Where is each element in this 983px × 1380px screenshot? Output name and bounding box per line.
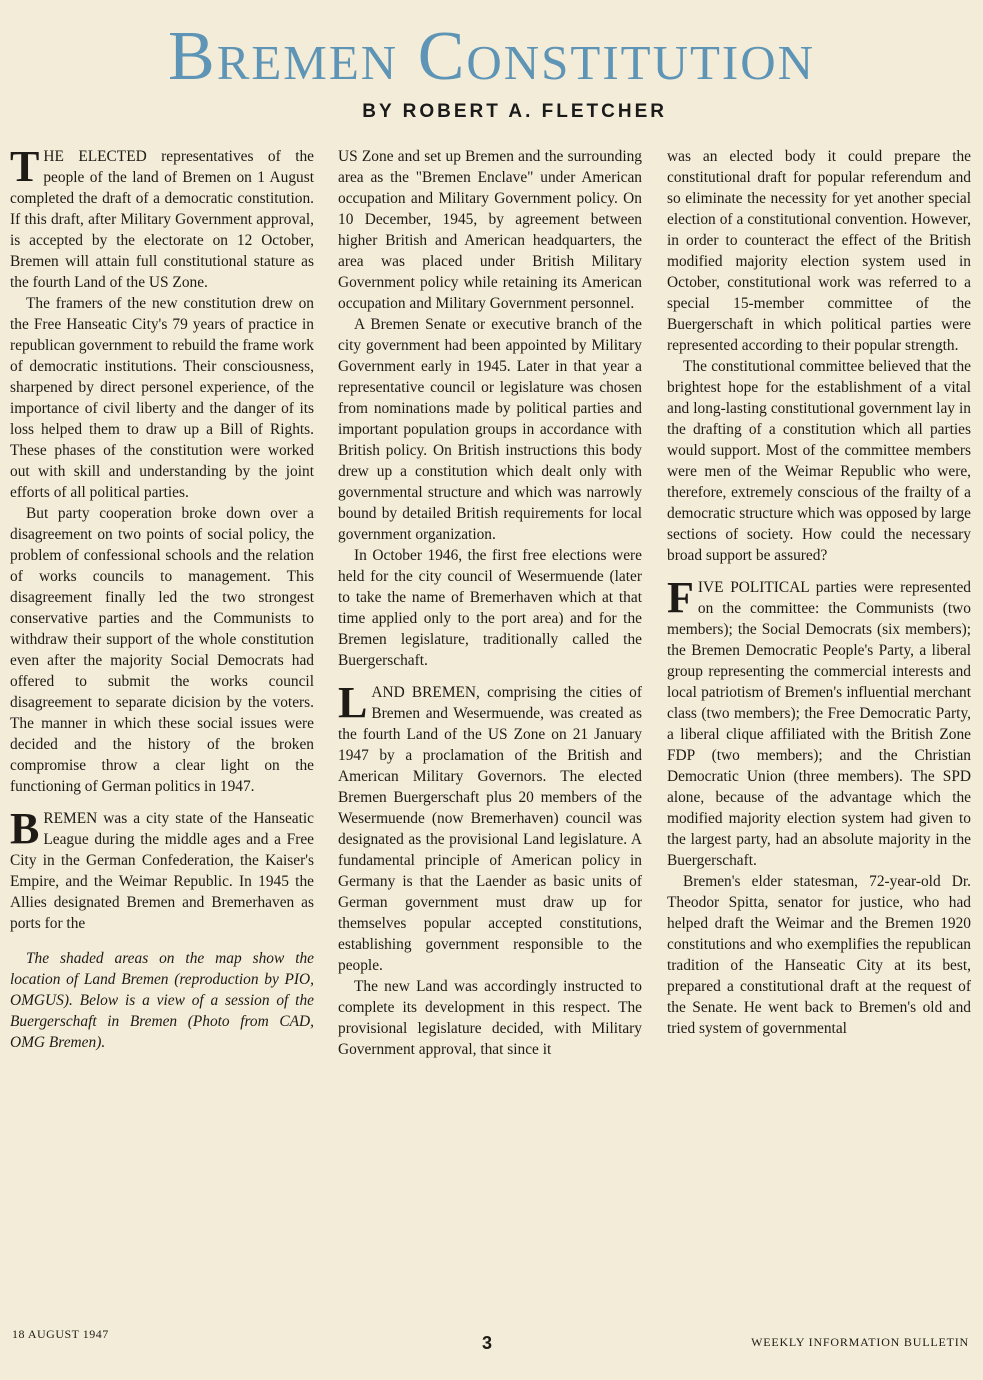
paragraph: But party cooperation broke down over a disagreement on two points of social policy, the problem of confessional schools and the relation of works councils to management. This disagreement finally led the two strongest conservative parties and the Communists to withdraw their support of the whole constitution even after the majority Social Democrats had offered to submit the works council disagreement to separate dicision by the voters. The manner in which these social issues were decided and the history of the broken compromise throw a clear light on the functioning of German politics in 1947.: [10, 505, 314, 795]
drop-cap: F: [667, 573, 694, 622]
paragraph: [667, 573, 971, 871]
paragraph-text: REMEN was a city state of the Hanseatic League during the middle ages and a Free City in the German Confederation, the Kaiser's Empire, and the Weimar Republic. In 1945 the Allies designated Bremen and Bremerhaven as ports for the: [10, 810, 314, 932]
drop-cap: L: [338, 678, 368, 727]
paragraph: [10, 804, 314, 934]
text-column-3: [667, 146, 971, 1039]
paragraph: The new Land was accordingly instructed to complete its development in this respect. The provisional legislature decided, with Military Government approval, that since it: [338, 978, 642, 1058]
paragraph: [338, 678, 642, 976]
drop-cap: B: [10, 804, 40, 853]
paragraph: US Zone and set up Bremen and the surrounding area as the "Bremen Enclave" under American occupation and Military Government policy. On 10 December, 1945, by agreement between higher British and American headquarters, the area was placed under British Military Government policy while retaining its American occupation and Military Government personnel.: [338, 148, 642, 312]
paragraph: [10, 142, 314, 293]
paragraph-text: HE ELECTED representatives of the people of the land of Bremen on 1 August completed the draft of a democratic constitution. If this draft, after Military Government approval, is accepted by the electorate on 12 October, Bremen will attain full constitutional stature as the fourth Land of the US Zone.: [10, 148, 314, 291]
drop-cap: T: [10, 142, 40, 191]
article-byline: BY ROBERT A. FLETCHER: [362, 101, 667, 122]
paragraph: Bremen's elder statesman, 72-year-old Dr. Theodor Spitta, senator for justice, who had helped draft the Weimar and the Bremen 1920 constitutions and who exemplifies the republican tradition of the Hanseatic City at its best, prepared a constitutional draft at the request of the Senate. He went back to Bremen's old and tried system of governmental: [667, 873, 971, 1037]
paragraph: The constitutional committee believed that the brightest hope for the establishment of a vital and long-lasting constitutional government lay in the drafting of a constitution which all parties would support. Most of the committee members were men of the Weimar Republic who were, therefore, extremely conscious of the frailty of a democratic structure which was opposed by large sections of society. How could the necessary broad support be assured?: [667, 358, 972, 564]
paragraph-text: IVE POLITICAL parties were represented on the committee: the Communists (two members); the Social Democrats (six members); the Bremen Democratic People's Party, a liberal group representing the commercial interests and local patriotism of Bremen's influential merchant class (two members); the Free Democratic Party, a liberal clique affiliated with the British Zone FDP (two members); and the Christian Democratic Union (three members). The SPD alone, because of the advantage which the modified majority election system had given to the largest party, had an absolute majority in the Buergerschaft.: [667, 579, 971, 869]
paragraph: The framers of the new constitution drew on the Free Hanseatic City's 79 years of practice in republican government to rebuild the frame work of democratic institutions. Their consciousness, sharpened by direct personel experience, of the importance of civil liberty and the danger of its loss helped them to draw up a Bill of Rights. These phases of the constitution were worked out with skill and understanding by the joint efforts of all political parties.: [10, 295, 314, 501]
photo-caption: The shaded areas on the map show the location of Land Bremen (reproduction by PIO, OMGUS). Below is a view of a session of the Buergerschaft in Bremen (Photo from CAD, OMG Bremen).: [10, 950, 314, 1051]
text-column-2: [338, 146, 642, 1060]
text-column-1: [10, 142, 314, 1053]
paragraph: In October 1946, the first free elections were held for the city council of Wesermuende (later to take the name of Bremerhaven which at that time applied only to the port area) and for the Bremen legislature, traditionally called the Buergerschaft.: [338, 547, 642, 669]
publication-name: WEEKLY INFORMATION BULLETIN: [751, 1335, 969, 1349]
page-number: 3: [482, 1333, 493, 1353]
article-title: Bremen Constitution: [168, 18, 815, 95]
paragraph: was an elected body it could prepare the constitutional draft for popular referendum and so eliminate the necessity for yet another special election of a constitutional convention. However, in order to counteract the effect of the British modified majority election system used in October, constitutional work was referred to a special 15-member committee of the Buergerschaft in which political parties were represented according to their popular strength.: [667, 148, 971, 354]
paragraph-text: AND BREMEN, comprising the cities of Bremen and Wesermuende, was created as the fourth Land of the US Zone on 21 January 1947 by a proclamation of the British and American Military Governors. The elected Bremen Buergerschaft plus 20 members of the Wesermuende (now Bremerhaven) council was designated as the provisional Land legislature. A fundamental principle of American policy in Germany is that the Laender as basic units of German government must draw up for themselves popular accepted constitutions, establishing government responsible to the people.: [338, 684, 642, 974]
issue-date: 18 AUGUST 1947: [12, 1327, 109, 1341]
paragraph: A Bremen Senate or executive branch of the city government had been appointed by Military Government early in 1945. Later in that year a representative council or legislature was chosen from nominations made by political parties and important population groups in accordance with British policy. On British instructions this body drew up a constitution which dealt only with governmental structure and which was narrowly bound by detailed British requirements for local government organization.: [338, 316, 642, 543]
